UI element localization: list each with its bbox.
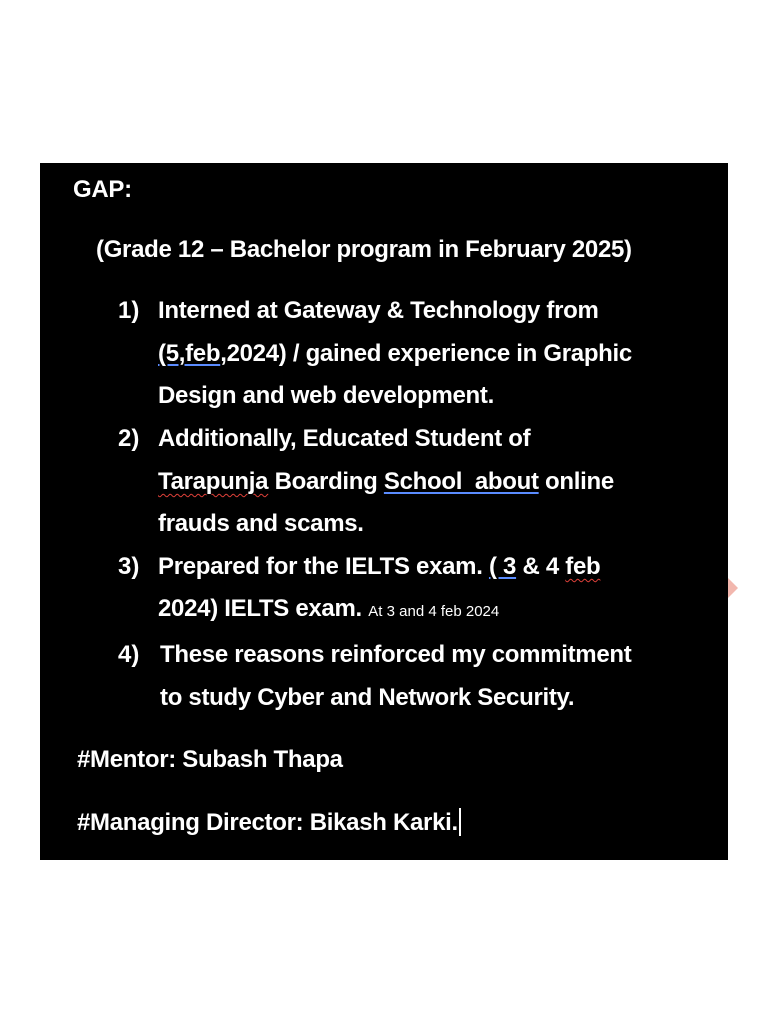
item-1-line-1: Interned at Gateway & Technology from <box>158 297 599 324</box>
spelling-flagged-text[interactable]: Tarapunja <box>158 468 269 495</box>
item-1-line-2: (5,feb,2024) / gained experience in Graphic <box>158 340 632 367</box>
item-1-line-3: Design and web development. <box>158 382 494 409</box>
item-2-line-1: Additionally, Educated Student of <box>158 425 531 452</box>
text-cursor <box>459 808 461 836</box>
spelling-flagged-text[interactable]: feb <box>565 553 601 580</box>
item-2-line-3: frauds and scams. <box>158 510 364 537</box>
item-4-line-1: These reasons reinforced my commitment <box>160 641 632 668</box>
item-1-number: 1) <box>118 297 140 324</box>
item-3-number: 3) <box>118 553 140 580</box>
grammar-flagged-text[interactable]: School about <box>383 468 539 495</box>
mentor-line: #Mentor: Subash Thapa <box>77 746 343 773</box>
item-2-number: 2) <box>118 425 140 452</box>
program-subheading: (Grade 12 – Bachelor program in February 2025) <box>96 236 632 263</box>
item-4-number: 4) <box>118 641 140 668</box>
edge-marker <box>728 578 738 598</box>
grammar-flagged-text[interactable]: (5,feb <box>158 340 221 367</box>
item-3-line-1: Prepared for the IELTS exam. ( 3 & 4 feb <box>158 553 601 580</box>
item-4-line-2: to study Cyber and Network Security. <box>160 684 575 711</box>
item-3-line-2: 2024) IELTS exam. At 3 and 4 feb 2024 <box>158 595 500 622</box>
grammar-flagged-text[interactable]: ( 3 <box>488 553 517 580</box>
inline-note[interactable]: At 3 and 4 feb 2024 <box>368 603 500 620</box>
item-2-line-2: Tarapunja Boarding School about online <box>158 468 614 495</box>
document-panel <box>40 163 728 860</box>
gap-heading: GAP: <box>73 176 132 203</box>
director-line[interactable]: #Managing Director: Bikash Karki. <box>77 808 461 838</box>
